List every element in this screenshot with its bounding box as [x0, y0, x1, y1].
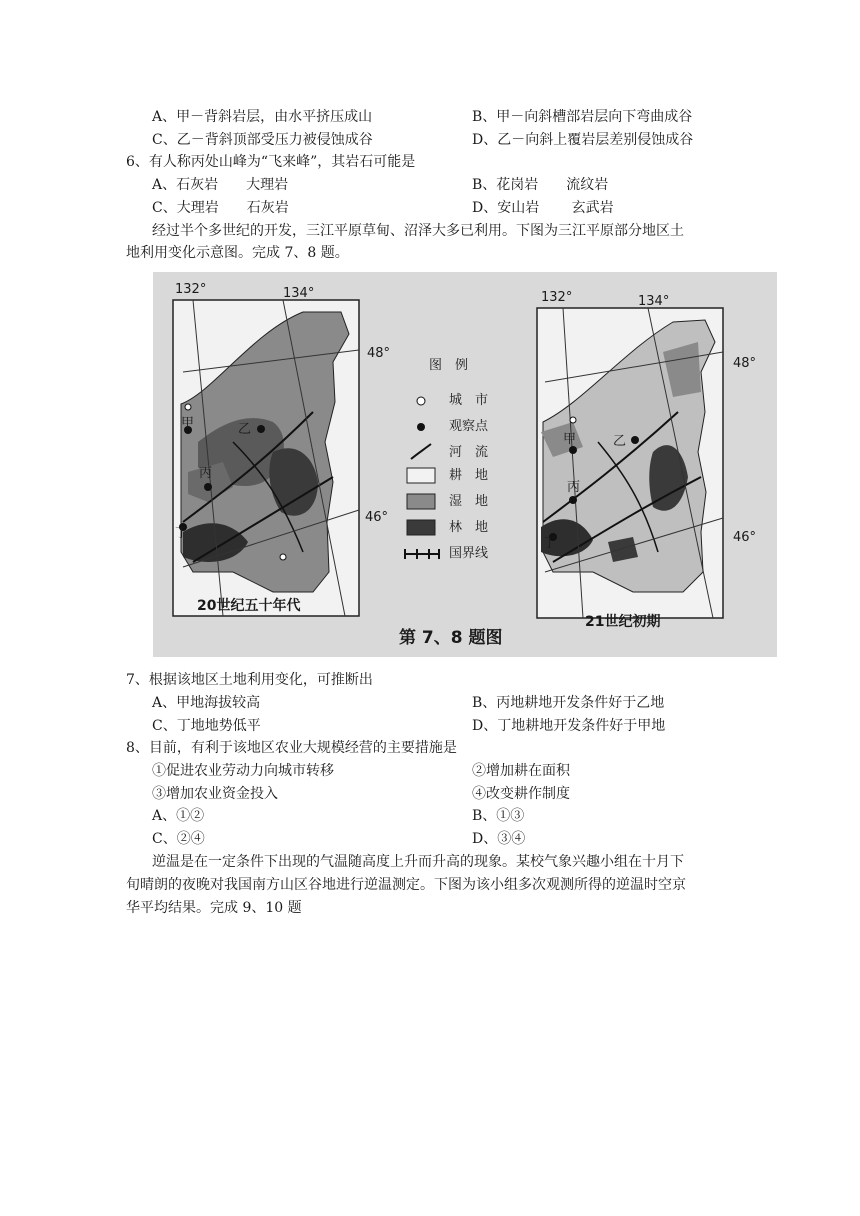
figure-title: 第 7、8 题图: [399, 628, 503, 648]
q8-statement-1: ①促进农业劳动力向城市转移: [152, 763, 334, 779]
right-place-bing: 丙: [567, 480, 581, 495]
right-lat-46: 46°: [733, 530, 757, 545]
farmland-swatch: [407, 468, 435, 483]
left-lon-134: 134°: [283, 286, 315, 301]
q7-stem: 7、根据该地区土地利用变化，可推断出: [126, 672, 373, 688]
city-symbol: [417, 397, 425, 405]
q8-option-d: D、③④: [472, 831, 526, 847]
intro910-line3: 华平均结果。完成 9、10 题: [126, 900, 302, 916]
wetland-swatch: [407, 494, 435, 509]
q8-statement-4: ④改变耕作制度: [472, 786, 570, 802]
legend-city: 城 市: [449, 393, 489, 408]
right-place-yi: 乙: [613, 434, 627, 449]
land-use-figure: [153, 272, 777, 657]
left-map-caption: 20世纪五十年代: [197, 598, 301, 614]
q8-option-a: A、①②: [152, 808, 205, 824]
q7-option-d: D、丁地耕地开发条件好于甲地: [472, 718, 666, 734]
legend-farmland: 耕 地: [449, 468, 489, 483]
left-lat-48: 48°: [367, 346, 391, 361]
river-symbol: [411, 444, 431, 459]
legend-symbols: [405, 397, 439, 559]
right-map-caption: 21世纪初期: [585, 614, 661, 630]
left-place-jia: 甲: [181, 416, 195, 431]
q6-option-a: A、石灰岩 大理岩: [152, 177, 289, 193]
border-symbol: [405, 549, 439, 559]
forest-swatch: [407, 520, 435, 535]
left-lat-46: 46°: [365, 510, 389, 525]
q6-option-c: C、大理岩 石灰岩: [152, 200, 289, 216]
right-lon-134: 134°: [638, 294, 670, 309]
legend-border: 国界线: [449, 546, 489, 561]
q5-option-d: D、乙－向斜上覆岩层差别侵蚀成谷: [472, 132, 694, 148]
q8-stem: 8、目前，有利于该地区农业大规模经营的主要措施是: [126, 740, 457, 756]
left-lon-132: 132°: [175, 282, 207, 297]
right-place-ding: 丁: [543, 536, 557, 551]
left-place-yi: 乙: [238, 422, 252, 437]
q7-option-a: A、甲地海拔较高: [152, 695, 261, 711]
legend-observation-point: 观察点: [449, 419, 489, 434]
observation-point-symbol: [417, 423, 425, 431]
q8-statement-3: ③增加农业资金投入: [152, 786, 278, 802]
legend-wetland: 湿 地: [449, 494, 489, 509]
left-place-bing: 丙: [199, 466, 213, 481]
right-place-jia: 甲: [563, 432, 577, 447]
left-place-ding: 丁: [175, 526, 189, 541]
legend-title: 图 例: [429, 358, 469, 373]
right-map: [537, 308, 723, 618]
right-lat-48: 48°: [733, 356, 757, 371]
q7-option-b: B、丙地耕地开发条件好于乙地: [472, 695, 665, 711]
right-lon-132: 132°: [541, 290, 573, 305]
q5-option-b: B、甲－向斜槽部岩层向下弯曲成谷: [472, 109, 693, 125]
intro910-line2: 旬晴朗的夜晚对我国南方山区谷地进行逆温测定。下图为该小组多次观测所得的逆温时空京: [126, 877, 686, 893]
q8-option-c: C、②④: [152, 831, 205, 847]
q5-option-a: A、甲－背斜岩层，由水平挤压成山: [152, 109, 373, 125]
q8-option-b: B、①③: [472, 808, 525, 824]
q5-option-c: C、乙－背斜顶部受压力被侵蚀成谷: [152, 132, 373, 148]
intro78-line1: 经过半个多世纪的开发，三江平原草甸、沼泽大多已利用。下图为三江平原部分地区土: [152, 223, 684, 239]
legend-forest: 林 地: [449, 520, 489, 535]
intro910-line1: 逆温是在一定条件下出现的气温随高度上升而升高的现象。某校气象兴趣小组在十月下: [152, 854, 684, 870]
left-map: [173, 300, 359, 616]
q7-option-c: C、丁地地势低平: [152, 718, 261, 734]
q6-option-b: B、花岗岩 流纹岩: [472, 177, 609, 193]
legend-river: 河 流: [449, 445, 489, 460]
q6-option-d: D、安山岩 玄武岩: [472, 200, 614, 216]
q8-statement-2: ②增加耕在面积: [472, 763, 570, 779]
intro78-line2: 地利用变化示意图。完成 7、8 题。: [126, 245, 349, 261]
q6-stem: 6、有人称丙处山峰为“飞来峰”，其岩石可能是: [126, 154, 416, 170]
